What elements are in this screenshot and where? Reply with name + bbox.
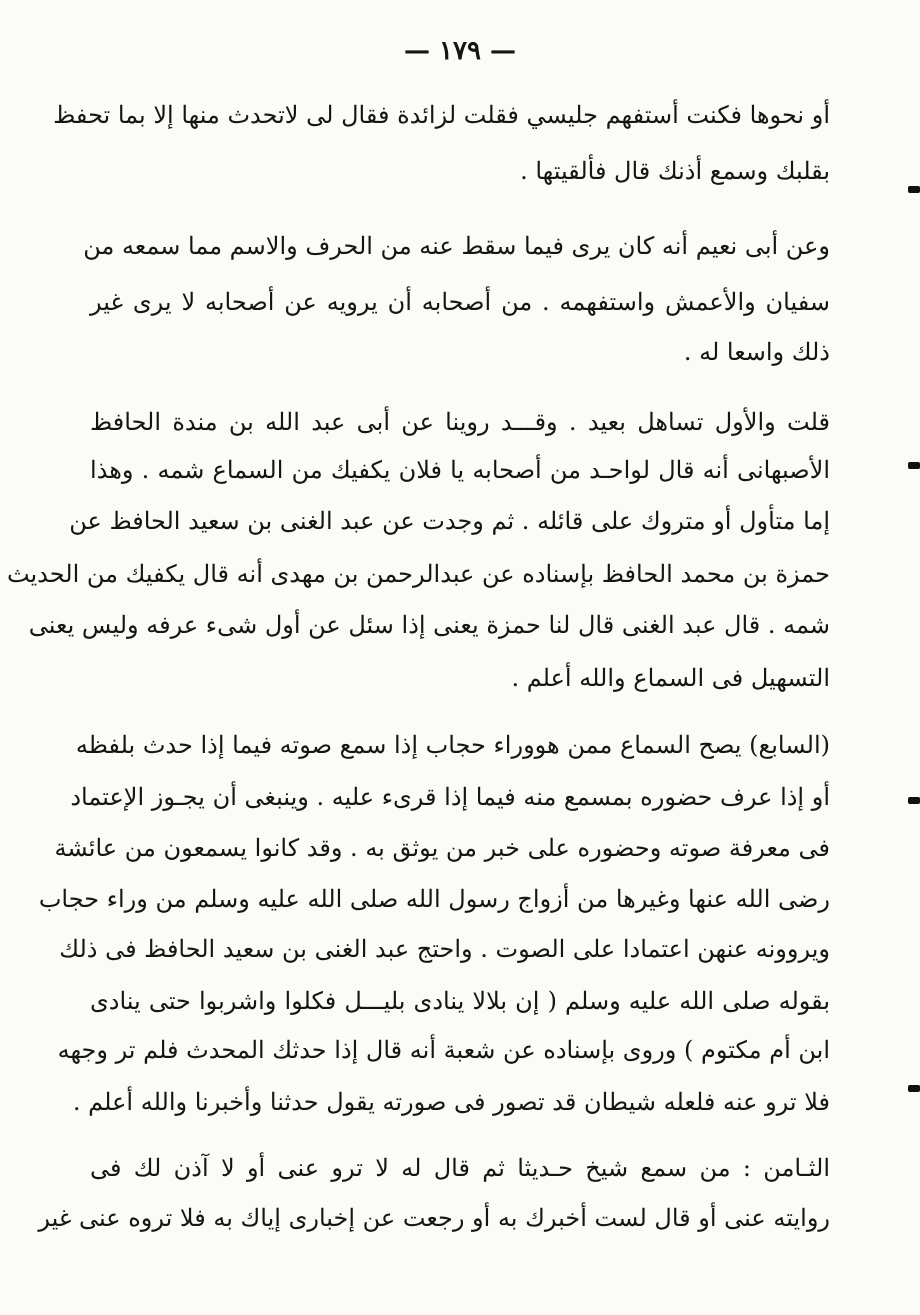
text-line: الأصبهانى أنه قال لواحـد من أصحابه يا فلان يكفيك من السماع شمه . وهذا (90, 456, 831, 484)
margin-mark (908, 186, 920, 193)
text-line: ابن أم مكتوم ) وروى بإسناده عن شعبة أنه قال إذا حدثك المحدث فلم تر وجهه (57, 1036, 830, 1064)
text-line: ويروونه عنهن اعتمادا على الصوت . واحتج عبد الغنى بن سعيد الحافظ فى ذلك (59, 935, 830, 963)
text-line: التسهيل فى السماع والله أعلم . (511, 664, 830, 692)
text-line: روايته عنى أو قال لست أخبرك به أو رجعت عن إخبارى إياك به فلا تروه عنى غير (38, 1204, 830, 1232)
text-line: رضى الله عنها وغيرها من أزواج رسول الله صلى الله عليه وسلم من وراء حجاب (38, 885, 830, 913)
text-line: سفيان والأعمش واستفهمه . من أصحابه أن يرويه عن أصحابه لا يرى غير (90, 288, 830, 316)
text-line: الثـامن : من سمع شيخ حـديثا ثم قال له لا ترو عنى أو لا آذن لك فى (90, 1154, 830, 1182)
text-line: فى معرفة صوته وحضوره على خبر من يوثق به . وقد كانوا يسمعون من عائشة (54, 834, 830, 862)
text-line: أو نحوها فكنت أستفهم جليسي فقلت لزائدة فقال لى لاتحدث منها إلا بما تحفظ (53, 101, 830, 129)
text-line: إما متأول أو متروك على قائله . ثم وجدت عن عبد الغنى بن سعيد الحافظ عن (69, 507, 830, 535)
text-line: أو إذا عرف حضوره بمسمع منه فيما إذا قرىء عليه . وينبغى أن يجـوز الإعتماد (70, 783, 830, 811)
text-line: بقلبك وسمع أذنك قال فألقيتها . (520, 157, 830, 185)
margin-mark (908, 462, 920, 469)
text-line: حمزة بن محمد الحافظ بإسناده عن عبدالرحمن بن مهدى أنه قال يكفيك من الحديث (6, 560, 830, 588)
margin-mark (908, 797, 920, 804)
margin-mark (908, 1085, 920, 1092)
page-number: — ١٧٩ — (403, 36, 517, 66)
text-line: فلا ترو عنه فلعله شيطان قد تصور فى صورته يقول حدثنا وأخبرنا والله أعلم . (72, 1088, 830, 1116)
text-line: وعن أبى نعيم أنه كان يرى فيما سقط عنه من الحرف والاسم مما سمعه من (83, 232, 830, 260)
text-line: قلت والأول تساهل بعيد . وقـــد روينا عن أبى عبد الله بن مندة الحافظ (90, 408, 830, 436)
text-line: ذلك واسعا له . (683, 338, 830, 366)
text-line: بقوله صلى الله عليه وسلم ( إن بلالا ينادى بليـــل فكلوا واشربوا حتى ينادى (90, 987, 830, 1015)
text-line: (السابع) يصح السماع ممن هووراء حجاب إذا سمع صوته فيما إذا حدث بلفظه (75, 731, 830, 759)
text-line: شمه . قال عبد الغنى قال لنا حمزة يعنى إذا سئل عن أول شىء عرفه وليس يعنى (28, 611, 830, 639)
